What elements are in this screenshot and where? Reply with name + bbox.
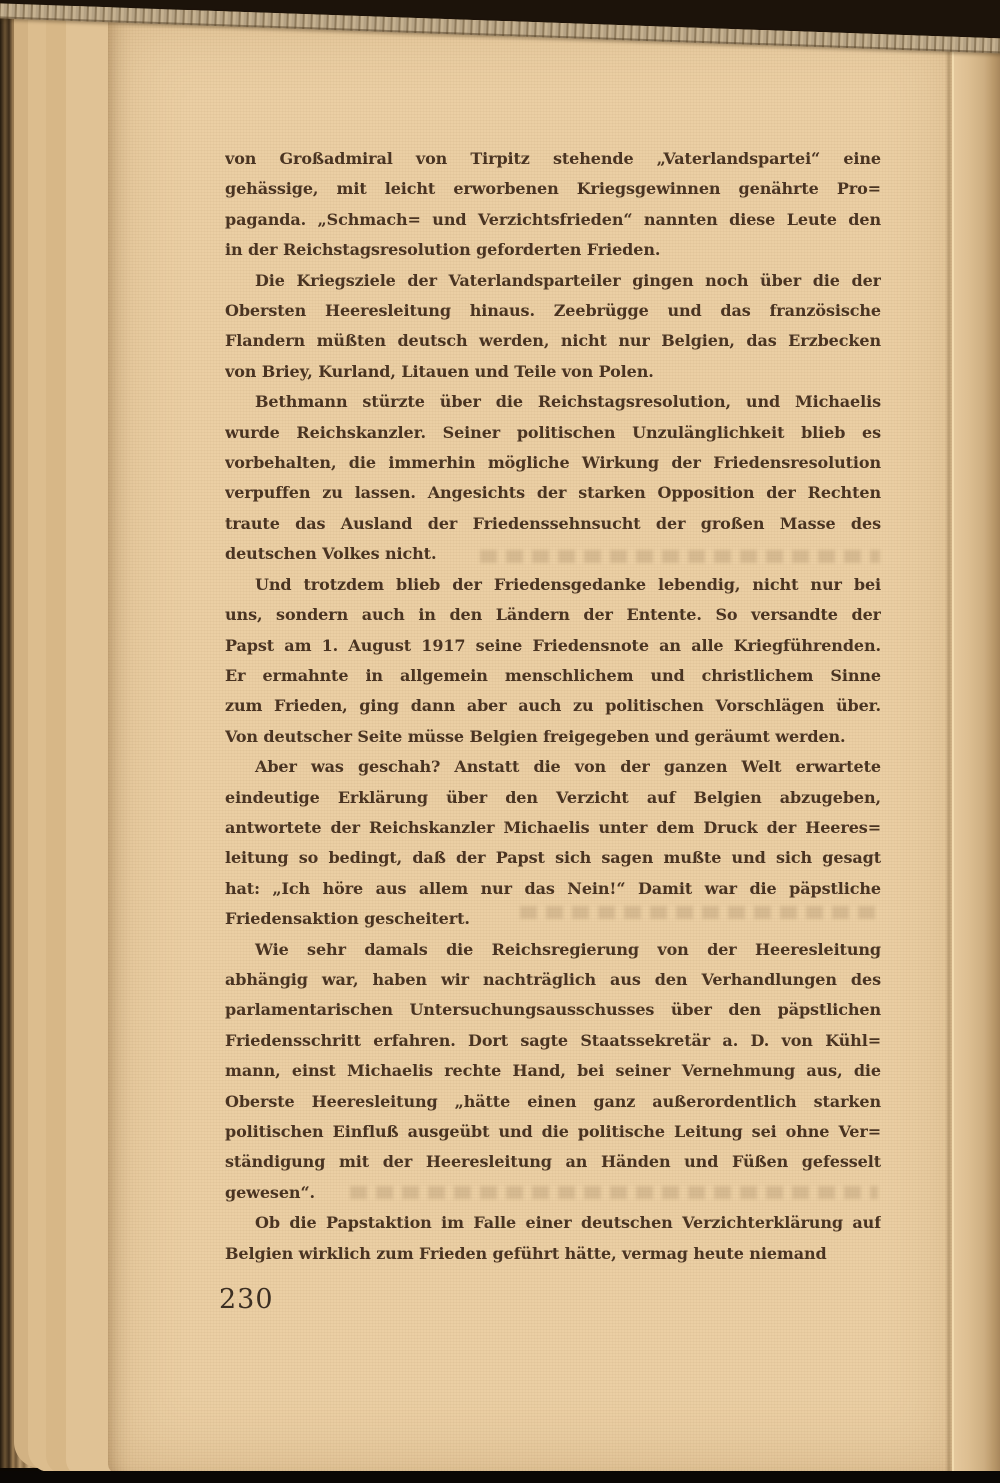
text-line: eindeutige Erklärung über den Verzicht auf Belgien abzugeben, xyxy=(225,787,881,807)
text-block xyxy=(225,144,881,1269)
text-line: Friedensaktion gescheitert. xyxy=(225,909,470,929)
text-line: antwortete der Reichskanzler Michaelis unter dem Druck der Heeres= xyxy=(225,817,881,837)
paragraph xyxy=(225,935,881,1209)
paragraph xyxy=(225,387,881,569)
page-number: 230 xyxy=(219,1284,274,1315)
text-line: gehässige, mit leicht erworbenen Kriegsgewinnen genährte Pro= xyxy=(225,179,881,199)
text-line: abhängig war, haben wir nachträglich aus den Verhandlungen des xyxy=(225,969,881,989)
text-line: zum Frieden, ging dann aber auch zu politischen Vorschlägen über. xyxy=(225,696,881,716)
text-line: gewesen“. xyxy=(225,1182,316,1202)
text-line: traute das Ausland der Friedenssehnsucht der großen Masse des xyxy=(225,513,881,533)
text-line: leitung so bedingt, daß der Papst sich sagen mußte und sich gesagt xyxy=(225,848,881,868)
page-crease xyxy=(947,10,951,1474)
text-line: mann, einst Michaelis rechte Hand, bei seiner Vernehmung aus, die xyxy=(225,1061,881,1081)
text-line: paganda. „Schmach= und Verzichtsfrieden“ nannten diese Leute den xyxy=(225,209,881,229)
text-line: hat: „Ich höre aus allem nur das Nein!“ Damit war die päpstliche xyxy=(225,878,881,898)
text-line: von Großadmiral von Tirpitz stehende „Vaterlandspartei“ eine xyxy=(225,149,881,168)
paragraph xyxy=(225,144,881,266)
text-line: Belgien wirklich zum Frieden geführt hätte, vermag heute niemand xyxy=(225,1243,827,1263)
paragraph xyxy=(225,570,881,752)
page-gutter-right xyxy=(952,8,1000,1476)
text-line: Bethmann stürzte über die Reichstagsresolution, und Michaelis xyxy=(255,392,881,412)
text-line: Und trotzdem blieb der Friedensgedanke lebendig, nicht nur bei xyxy=(255,574,881,594)
text-line: uns, sondern auch in den Ländern der Entente. So versandte der xyxy=(225,605,881,625)
text-line: Aber was geschah? Anstatt die von der ganzen Welt erwartete xyxy=(255,757,881,777)
text-line: von Briey, Kurland, Litauen und Teile von Polen. xyxy=(225,361,654,381)
text-line: Er ermahnte in allgemein menschlichem und christlichem Sinne xyxy=(225,665,881,685)
paragraph xyxy=(225,752,881,934)
text-line: ständigung mit der Heeresleitung an Händen und Füßen gefesselt xyxy=(225,1152,881,1172)
paragraph xyxy=(225,1208,881,1269)
text-line: Obersten Heeresleitung hinaus. Zeebrügge und das französische xyxy=(225,301,881,321)
text-line: parlamentarischen Untersuchungsausschusses über den päpstlichen xyxy=(225,1000,881,1020)
text-line: deutschen Volkes nicht. xyxy=(225,544,437,564)
text-line: Wie sehr damals die Reichsregierung von der Heeresleitung xyxy=(255,939,881,959)
background-below-book xyxy=(0,1471,1000,1483)
text-line: Ob die Papstaktion im Falle einer deutschen Verzichterklärung auf xyxy=(255,1213,881,1233)
text-line: wurde Reichskanzler. Seiner politischen Unzulänglichkeit blieb es xyxy=(225,422,881,442)
text-line: verpuffen zu lassen. Angesichts der starken Opposition der Rechten xyxy=(225,483,881,503)
text-line: Friedensschritt erfahren. Dort sagte Staatssekretär a. D. von Kühl= xyxy=(225,1030,881,1050)
text-line: Die Kriegsziele der Vaterlandsparteiler gingen noch über die der xyxy=(255,270,881,290)
text-line: politischen Einfluß ausgeübt und die politische Leitung sei ohne Ver= xyxy=(225,1122,881,1141)
text-line: Papst am 1. August 1917 seine Friedensnote an alle Kriegführenden. xyxy=(225,635,881,655)
text-line: vorbehalten, die immerhin mögliche Wirkung der Friedensresolution xyxy=(225,453,881,473)
text-line: Flandern müßten deutsch werden, nicht nur Belgien, das Erzbecken xyxy=(225,331,881,351)
paragraph xyxy=(225,266,881,388)
text-line: in der Reichstagsresolution geforderten Frieden. xyxy=(225,240,661,260)
text-line: Oberste Heeresleitung „hätte einen ganz außerordentlich starken xyxy=(225,1091,881,1111)
page-crease-highlight xyxy=(952,10,954,1474)
text-line: Von deutscher Seite müsse Belgien freigegeben und geräumt werden. xyxy=(225,726,846,746)
